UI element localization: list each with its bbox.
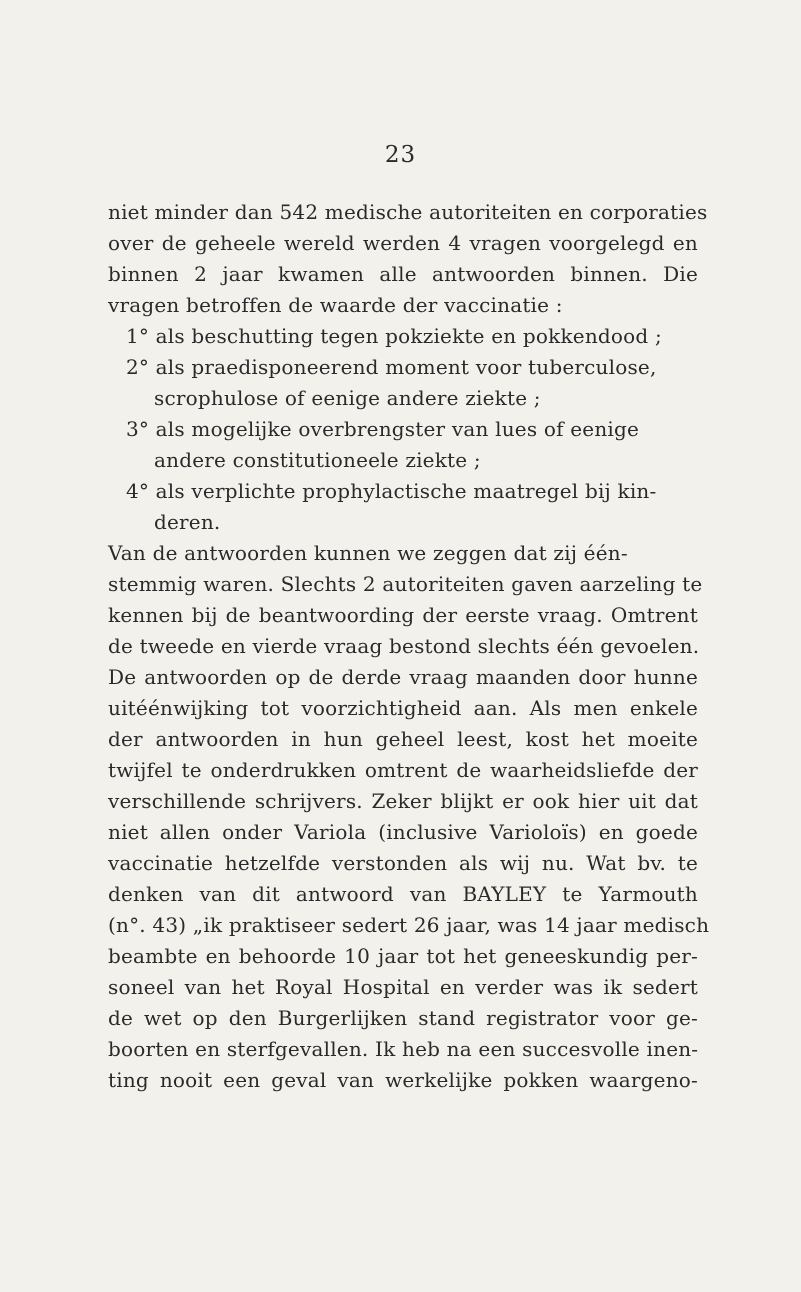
text-line: over de geheele wereld werden 4 vragen voorgelegd en xyxy=(108,231,698,255)
text-line: (n°. 43) „ik praktiseer sedert 26 jaar, was 14 jaar medisch xyxy=(108,913,710,937)
text-line: 4° als verplichte prophylactische maatregel bij kin- xyxy=(126,479,657,503)
text-line: scrophulose of eenige andere ziekte ; xyxy=(154,386,541,410)
text-line: soneel van het Royal Hospital en verder was ik sedert xyxy=(108,975,698,999)
text-line: twijfel te onderdrukken omtrent de waarheidsliefde der xyxy=(108,758,698,782)
text-line: deren. xyxy=(154,510,221,534)
text-line: andere constitutioneele ziekte ; xyxy=(154,448,481,472)
text-line: uitéénwijking tot voorzichtigheid aan. Als men enkele xyxy=(108,696,698,720)
page-number: 23 xyxy=(384,142,417,168)
text-line: boorten en sterfgevallen. Ik heb na een succesvolle inen- xyxy=(108,1037,699,1061)
text-line: de tweede en vierde vraag bestond slechts één gevoelen. xyxy=(108,634,700,658)
text-line: verschillende schrijvers. Zeker blijkt er ook hier uit dat xyxy=(108,789,698,813)
text-line: kennen bij de beantwoording der eerste vraag. Omtrent xyxy=(108,603,698,627)
text-line: 3° als mogelijke overbrengster van lues of eenige xyxy=(126,417,640,441)
text-line: de wet op den Burgerlijken stand registrator voor ge- xyxy=(108,1006,698,1030)
text-line: beambte en behoorde 10 jaar tot het geneeskundig per- xyxy=(108,944,698,968)
text-line: niet minder dan 542 medische autoriteiten en corporaties xyxy=(108,200,708,224)
text-line: vragen betroffen de waarde der vaccinatie : xyxy=(108,293,563,317)
text-line: binnen 2 jaar kwamen alle antwoorden binnen. Die xyxy=(108,262,698,286)
text-line: vaccinatie hetzelfde verstonden als wij nu. Wat bv. te xyxy=(108,851,698,875)
text-line: De antwoorden op de derde vraag maanden door hunne xyxy=(108,665,698,689)
text-line: 2° als praedisponeerend moment voor tuberculose, xyxy=(126,355,657,379)
text-line: Van de antwoorden kunnen we zeggen dat zij één- xyxy=(108,541,628,565)
text-line: 1° als beschutting tegen pokziekte en pokkendood ; xyxy=(126,324,662,348)
text-line: ting nooit een geval van werkelijke pokken waargeno- xyxy=(108,1068,698,1092)
text-line: niet allen onder Variola (inclusive Varioloïs) en goede xyxy=(108,820,698,844)
text-line: stemmig waren. Slechts 2 autoriteiten gaven aarzeling te xyxy=(108,572,703,596)
text-line: denken van dit antwoord van BAYLEY te Yarmouth xyxy=(108,882,698,906)
text-line: der antwoorden in hun geheel leest, kost het moeite xyxy=(108,727,698,751)
body-text xyxy=(108,197,710,1096)
